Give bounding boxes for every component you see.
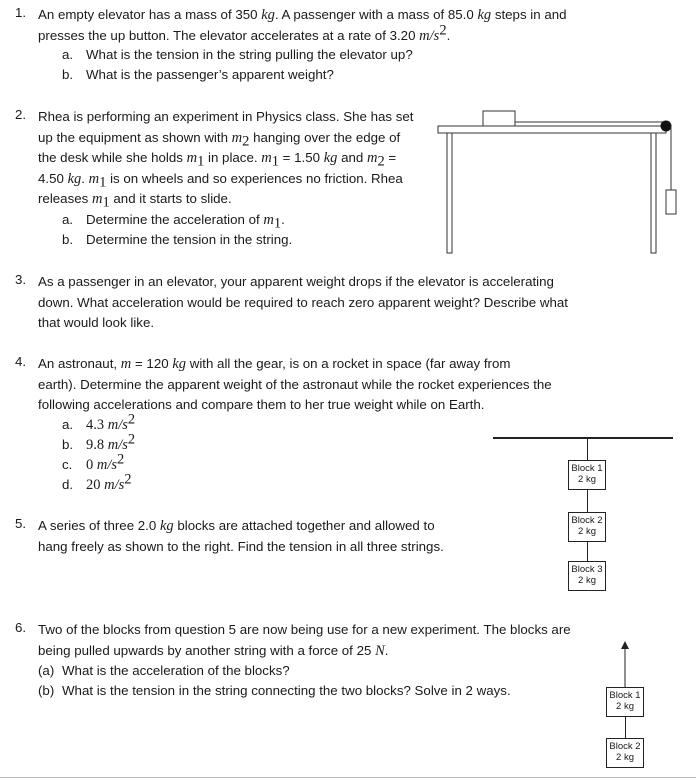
question-number: 5. [15, 516, 27, 531]
block-2: Block 2 2 kg [568, 512, 606, 542]
pulley [661, 121, 672, 132]
page-edge [0, 777, 696, 778]
question-text: As a passenger in an elevator, your apparent weight drops if the elevator is accelerating down. What acceleration would be required to reach zero apparent weight? Describe what that would look like. [38, 274, 568, 330]
desk-top [438, 126, 666, 133]
string-2 [587, 490, 588, 512]
block-3: Block 3 2 kg [568, 561, 606, 591]
string-1 [587, 439, 588, 460]
question-number: 2. [15, 107, 27, 122]
block-2: Block 2 2 kg [606, 738, 644, 768]
string-3 [587, 542, 588, 561]
connecting-string [625, 717, 626, 738]
question-number: 1. [15, 5, 27, 20]
question-text: An astronaut, m = 120 kg with all the gear, is on a rocket in space (far away from earth). Determine the apparent weight of the astronaut while the rocket experiences the following accelerations and compare them to her true weight while on Earth. [38, 356, 552, 412]
question-text: A series of three 2.0 kg blocks are attached together and allowed to hang freely as shown to the right. Find the tension in all three strings. [38, 518, 444, 554]
block-1: Block 1 2 kg [568, 460, 606, 490]
desk-pulley-diagram [430, 105, 690, 260]
desk-leg-left [447, 133, 452, 253]
question-number: 6. [15, 620, 27, 635]
hanging-mass-m2 [666, 190, 676, 214]
cart-m1 [483, 111, 515, 126]
question-number: 4. [15, 354, 27, 369]
ceiling [493, 437, 673, 439]
block-1: Block 1 2 kg [606, 687, 644, 717]
up-arrow-icon [620, 641, 630, 687]
question-text: Rhea is performing an experiment in Physics class. She has set up the equipment as shown with $m_2$ hanging over the edge of the desk while she holds $m_1$ in place. $m_1 = 1.50$ kg and $m_2$ = 4.50 kg. $m_1$ is on wheels and so experiences no friction. Rhea releases $m_1$ and it starts to slide. [38, 109, 414, 211]
question-number: 3. [15, 272, 27, 287]
question-text: Two of the blocks from question 5 are now being use for a new experiment. The blocks are being pulled upwards by another string with a force of 25 N. [38, 622, 571, 659]
desk-leg-right [651, 133, 656, 253]
question-text: An empty elevator has a mass of 350 kg. A passenger with a mass of 85.0 kg steps in and presses the up button. The elevator accelerates at a rate of 3.20 $m/s^2$. [38, 7, 567, 44]
